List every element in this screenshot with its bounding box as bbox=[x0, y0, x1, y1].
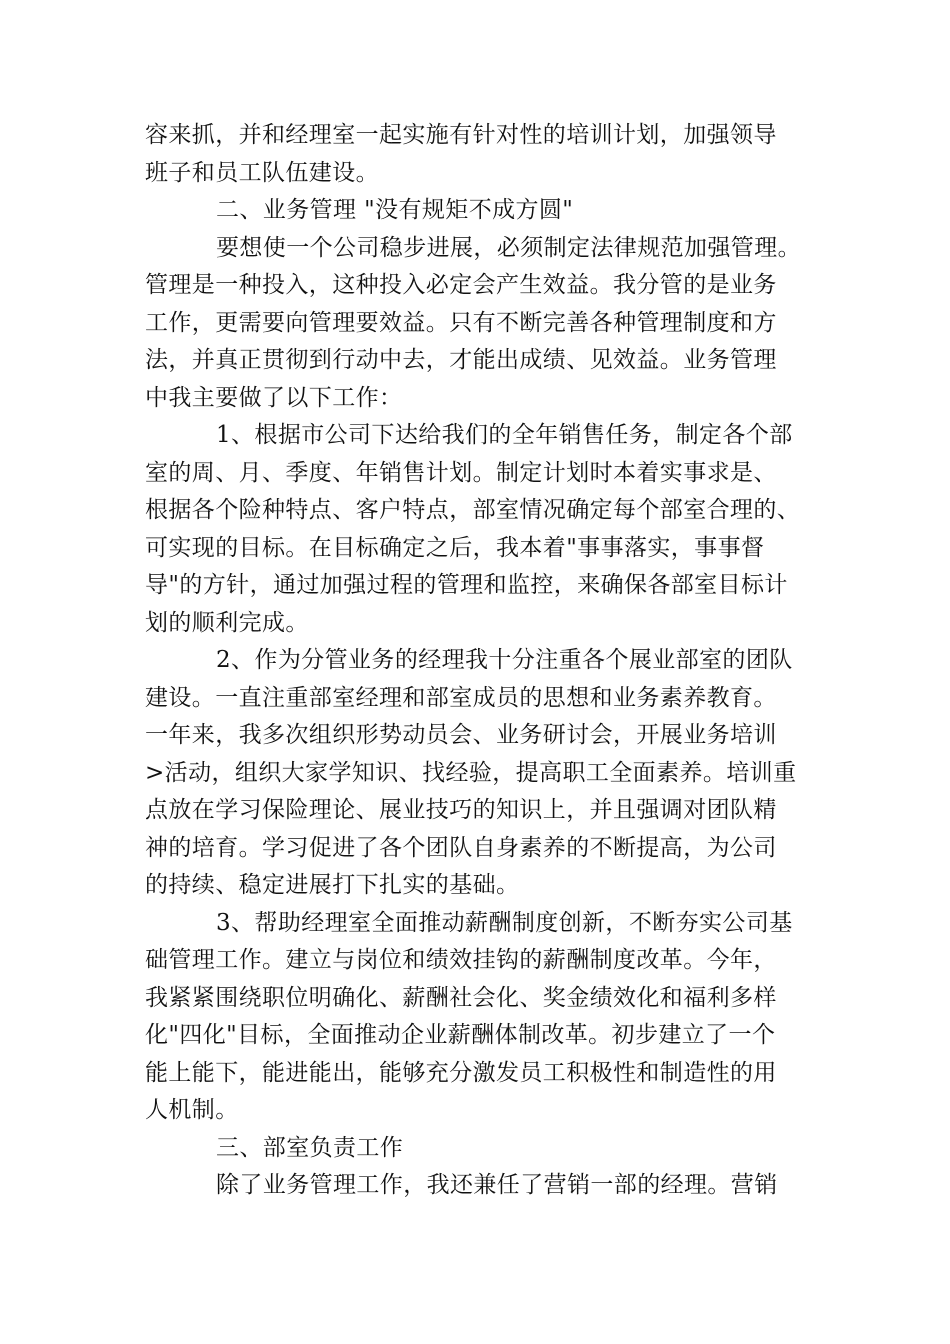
text-line: 工作，更需要向管理要效益。只有不断完善各种管理制度和方 bbox=[145, 309, 777, 336]
section-heading: 三、部室负责工作 bbox=[216, 1134, 404, 1161]
text-line: 人机制。 bbox=[145, 1097, 239, 1123]
text-line: 化"四化"目标，全面推动企业薪酬体制改革。初步建立了一个 bbox=[145, 1022, 776, 1048]
text-line: 室的周、月、季度、年销售计划。制定计划时本着实事求是、 bbox=[145, 459, 777, 486]
paragraph-start-line: 1、根据市公司下达给我们的全年销售任务，制定各个部 bbox=[216, 422, 793, 448]
text-line: 中我主要做了以下工作： bbox=[145, 384, 403, 411]
text-line: 我紧紧围绕职位明确化、薪酬社会化、奖金绩效化和福利多样 bbox=[145, 984, 777, 1011]
text-line: 法，并真正贯彻到行动中去，才能出成绩、见效益。业务管理 bbox=[145, 347, 777, 373]
text-line: 导"的方针，通过加强过程的管理和监控，来确保各部室目标计 bbox=[145, 572, 788, 598]
document-body bbox=[145, 117, 815, 1205]
text-line: 础管理工作。建立与岗位和绩效挂钩的薪酬制度改革。今年， bbox=[145, 947, 777, 973]
text-line: 建设。一直注重部室经理和部室成员的思想和业务素养教育。 bbox=[145, 684, 777, 711]
section-heading: 二、业务管理 "没有规矩不成方圆" bbox=[216, 197, 574, 223]
text-line: 能上能下，能进能出，能够充分激发员工积极性和制造性的用 bbox=[145, 1059, 777, 1086]
paragraph-start-line: 要想使一个公司稳步进展，必须制定法律规范加强管理。 bbox=[216, 234, 801, 261]
text-line: 容来抓，并和经理室一起实施有针对性的培训计划，加强领导 bbox=[145, 122, 777, 148]
paragraph-start-line: 3、帮助经理室全面推动薪酬制度创新，不断夯实公司基 bbox=[216, 909, 793, 936]
paragraph-start-line: 除了业务管理工作，我还兼任了营销一部的经理。营销 bbox=[216, 1172, 778, 1198]
text-line: 班子和员工队伍建设。 bbox=[145, 159, 379, 186]
text-line: 神的培育。学习促进了各个团队自身素养的不断提高，为公司 bbox=[145, 834, 777, 861]
text-line: >活动，组织大家学知识、找经验，提高职工全面素养。培训重 bbox=[145, 759, 797, 786]
paragraph-start-line: 2、作为分管业务的经理我十分注重各个展业部室的团队 bbox=[216, 647, 793, 673]
text-line: 点放在学习保险理论、展业技巧的知识上，并且强调对团队精 bbox=[145, 797, 777, 823]
text-line: 划的顺利完成。 bbox=[145, 609, 309, 636]
text-line: 根据各个险种特点、客户特点，部室情况确定每个部室合理的、 bbox=[145, 497, 801, 523]
text-line: 一年来，我多次组织形势动员会、业务研讨会，开展业务培训 bbox=[145, 722, 777, 748]
text-line: 管理是一种投入，这种投入必定会产生效益。我分管的是业务 bbox=[145, 272, 777, 298]
text-line: 可实现的目标。在目标确定之后，我本着"事事落实，事事督 bbox=[145, 534, 765, 561]
text-line: 的持续、稳定进展打下扎实的基础。 bbox=[145, 872, 520, 898]
